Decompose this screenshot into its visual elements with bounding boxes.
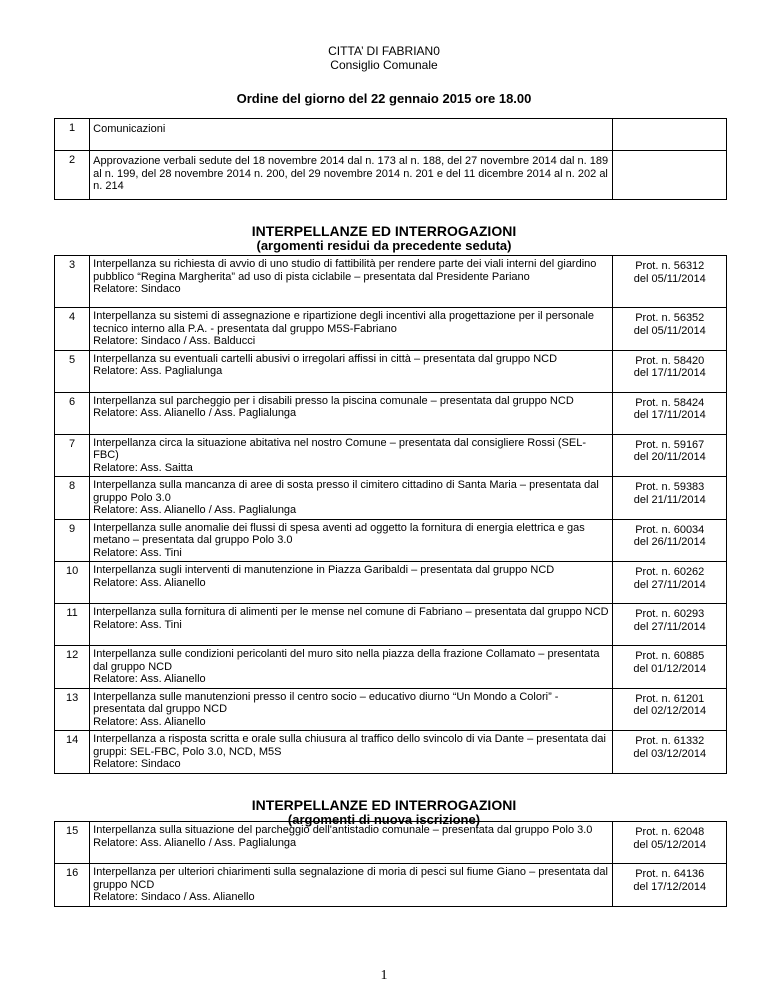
item-protocol: [613, 151, 727, 200]
item-relatore: Relatore: Ass. Alianello: [93, 576, 206, 589]
item-protocol: [613, 604, 727, 646]
item-protocol: [613, 731, 727, 774]
table-row: [55, 604, 727, 646]
item-number: 16: [55, 864, 90, 907]
item-text: Approvazione verbali sedute del 18 novembre 2014 dal n. 173 al n. 188, del 27 novembre 2014 dal n. 189 al n. 199, del 28 novembre 2014 n. 200, del 29 novembre 2014 n. 201 e del 11 dicembre 2014 al n. 202 al n. 214: [90, 151, 613, 200]
item-text: [90, 822, 613, 864]
item-text: [90, 434, 613, 477]
protocol-number: Prot. n. 59167: [635, 438, 705, 451]
protocol-date: del 27/11/2014: [633, 578, 706, 591]
item-relatore: Relatore: Ass. Tini: [93, 546, 182, 559]
protocol-number: Prot. n. 64136: [635, 868, 705, 880]
item-protocol: [613, 822, 727, 864]
table-row: [55, 864, 727, 907]
item-number: 13: [55, 688, 90, 731]
protocol-date: del 26/11/2014: [633, 536, 706, 548]
item-relatore: Relatore: Ass. Alianello / Ass. Paglialunga: [93, 504, 297, 516]
table-row: [55, 119, 727, 151]
table-row: [55, 562, 727, 604]
item-text: [90, 864, 613, 907]
item-number: 6: [55, 392, 90, 434]
item-relatore: Relatore: Ass. Alianello / Ass. Paglialunga: [93, 836, 297, 849]
item-description: Interpellanza circa la situazione abitativa nel nostro Comune – presentata dal consigliere Rossi (SEL-FBC): [93, 436, 586, 461]
item-protocol: [613, 646, 727, 689]
item-protocol: [613, 519, 727, 562]
protocol-date: del 05/11/2014: [633, 272, 706, 285]
item-relatore: Relatore: Ass. Tini: [93, 618, 182, 631]
protocol-number: Prot. n. 59383: [635, 481, 705, 493]
table-row: [55, 434, 727, 477]
protocol-date: del 03/12/2014: [633, 747, 707, 760]
protocol-date: del 17/11/2014: [633, 367, 706, 379]
item-protocol: [613, 562, 727, 604]
item-relatore: Relatore: Ass. Saitta: [93, 461, 193, 474]
item-description: Interpellanza sulla situazione del parcheggio dell'antistadio comunale – presentata dal gruppo Polo 3.0: [93, 824, 593, 836]
item-description: Interpellanza sulle anomalie dei flussi di spesa aventi ad oggetto la fornitura di energia elettrica e gas metano – presentata dal gruppo Polo 3.0: [93, 521, 585, 546]
item-protocol: [613, 434, 727, 477]
item-text: [90, 688, 613, 731]
protocol-date: del 27/11/2014: [633, 620, 706, 633]
item-protocol: [613, 392, 727, 434]
table-row: [55, 646, 727, 689]
item-description: Interpellanza sulla mancanza di aree di sosta presso il cimitero cittadino di Santa Maria – presentata dal gruppo Polo 3.0: [93, 479, 599, 504]
protocol-number: Prot. n. 60293: [635, 608, 705, 620]
item-number: 10: [55, 562, 90, 604]
section1-heading: [0, 223, 768, 253]
item-number: 4: [55, 308, 90, 351]
item-number: 5: [55, 350, 90, 392]
item-number: 2: [55, 151, 90, 200]
item-number: 11: [55, 604, 90, 646]
section2-table: [54, 821, 727, 907]
protocol-number: Prot. n. 60034: [635, 523, 705, 536]
item-description: Interpellanza sulle condizioni pericolanti del muro sito nella piazza della frazione Collamato – presentata dal gruppo NCD: [93, 648, 600, 673]
item-description: Interpellanza sugli interventi di manutenzione in Piazza Garibaldi – presentata dal gruppo NCD: [93, 564, 555, 576]
item-relatore: Relatore: Ass. Paglialunga: [93, 365, 223, 377]
item-text: [90, 604, 613, 646]
item-description: Interpellanza sulle manutenzioni presso il centro socio – educativo diurno “Un Mondo a Colori” - presentata dal gruppo NCD: [93, 690, 559, 715]
item-number: 9: [55, 519, 90, 562]
city-name: CITTA’ DI FABRIAN0: [328, 44, 440, 58]
item-number: 12: [55, 646, 90, 689]
item-relatore: Relatore: Sindaco: [93, 758, 181, 770]
item-relatore: Relatore: Ass. Alianello: [93, 715, 206, 728]
item-number: 1: [55, 119, 90, 151]
item-protocol: [613, 308, 727, 351]
section2-subtitle: (argomenti di nuova iscrizione): [287, 812, 481, 827]
item-number: 7: [55, 434, 90, 477]
item-description: Interpellanza sulla fornitura di alimenti per le mense nel comune di Fabriano – presentata dal gruppo NCD: [93, 606, 609, 618]
table-row: [55, 151, 727, 200]
table-row: [55, 822, 727, 864]
protocol-number: Prot. n. 56312: [635, 260, 705, 272]
table-row: [55, 308, 727, 351]
item-text: [90, 477, 613, 520]
agenda-title: Ordine del giorno del 22 gennaio 2015 ore 18.00: [236, 91, 532, 106]
item-description: Interpellanza su eventuali cartelli abusivi o irregolari affissi in città – presentata dal gruppo NCD: [93, 352, 558, 365]
protocol-date: del 17/11/2014: [633, 409, 706, 421]
item-relatore: Relatore: Ass. Alianello: [93, 673, 206, 685]
table-row: [55, 731, 727, 774]
protocol-number: Prot. n. 58420: [635, 354, 705, 367]
item-text: [90, 646, 613, 689]
item-description: Interpellanza su richiesta di avvio di uno studio di fattibilità per rendere parte dei viali interni del giardino pubblico “Regina Margherita” ad uso di pista ciclabile – presentata dal Presidente Pariano: [93, 258, 597, 283]
protocol-number: Prot. n. 61332: [635, 735, 705, 747]
item-text: [90, 392, 613, 434]
item-text: [90, 308, 613, 351]
item-protocol: [613, 477, 727, 520]
page-number: 1: [380, 968, 388, 983]
protocol-number: Prot. n. 60262: [635, 566, 705, 578]
item-description: Interpellanza per ulteriori chiarimenti sulla segnalazione di moria di pesci sul fiume Giano – presentata dal gruppo NCD: [93, 866, 608, 891]
item-number: 8: [55, 477, 90, 520]
section1-table: [54, 255, 727, 774]
protocol-date: del 21/11/2014: [633, 493, 706, 506]
item-relatore: Relatore: Sindaco: [93, 283, 181, 295]
item-number: 3: [55, 256, 90, 308]
table-row: [55, 350, 727, 392]
section1-title: INTERPELLANZE ED INTERROGAZIONI: [251, 223, 517, 239]
section2-title: INTERPELLANZE ED INTERROGAZIONI: [251, 797, 517, 813]
item-text: Comunicazioni: [90, 119, 613, 151]
intro-table: [54, 118, 727, 200]
item-description: Interpellanza sul parcheggio per i disabili presso la piscina comunale – presentata dal gruppo NCD: [93, 394, 574, 407]
protocol-date: del 05/11/2014: [633, 324, 706, 337]
item-text: [90, 731, 613, 774]
table-row: [55, 519, 727, 562]
table-row: [55, 256, 727, 308]
item-protocol: [613, 688, 727, 731]
item-protocol: [613, 119, 727, 151]
item-description: Interpellanza su sistemi di assegnazione e ripartizione degli incentivi alla progettazione per il personale tecnico interno alla P.A. - presentata dal gruppo M5S-Fabriano: [93, 310, 594, 335]
item-text: [90, 562, 613, 604]
item-relatore: Relatore: Sindaco / Ass. Alianello: [93, 891, 255, 903]
table-row: [55, 392, 727, 434]
protocol-number: Prot. n. 61201: [635, 692, 705, 705]
table-row: [55, 477, 727, 520]
protocol-date: del 02/12/2014: [633, 705, 707, 717]
council-name: Consiglio Comunale: [330, 58, 438, 72]
protocol-date: del 17/12/2014: [633, 880, 707, 893]
protocol-number: Prot. n. 58424: [635, 396, 705, 409]
item-protocol: [613, 350, 727, 392]
protocol-number: Prot. n. 62048: [635, 826, 705, 838]
table-row: [55, 688, 727, 731]
item-description: Interpellanza a risposta scritta e orale sulla chiusura al traffico dello svincolo di via Dante – presentata dai gruppi: SEL-FBC, Polo 3.0, NCD, M5S: [93, 733, 606, 758]
item-protocol: [613, 256, 727, 308]
item-text: [90, 519, 613, 562]
protocol-date: del 05/12/2014: [633, 838, 707, 851]
protocol-number: Prot. n. 56352: [635, 312, 705, 324]
item-text: [90, 350, 613, 392]
section1-subtitle: (argomenti residui da precedente seduta): [256, 238, 512, 253]
item-number: 14: [55, 731, 90, 774]
item-relatore: Relatore: Ass. Alianello / Ass. Paglialunga: [93, 407, 297, 419]
protocol-date: del 20/11/2014: [633, 451, 706, 463]
item-text: [90, 256, 613, 308]
item-protocol: [613, 864, 727, 907]
item-number: 15: [55, 822, 90, 864]
protocol-date: del 01/12/2014: [633, 662, 707, 675]
protocol-number: Prot. n. 60885: [635, 650, 705, 662]
item-relatore: Relatore: Sindaco / Ass. Balducci: [93, 335, 256, 347]
